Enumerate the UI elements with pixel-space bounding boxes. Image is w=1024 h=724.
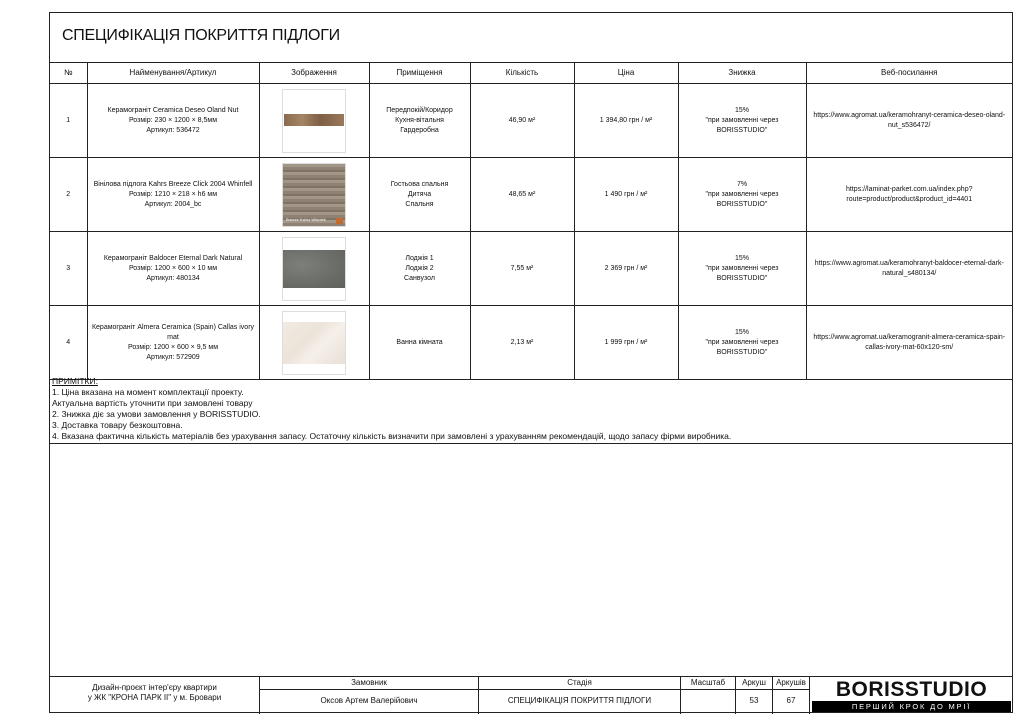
row-number: 2	[50, 158, 87, 232]
drawing-sheet	[49, 12, 1013, 713]
stage-label: Стадія	[567, 678, 592, 687]
price: 1 394,80 грн / м²	[574, 84, 678, 158]
table-row	[50, 84, 1012, 158]
product-sku: Артикул: 480134	[146, 274, 200, 282]
product-image	[282, 311, 346, 375]
room-item: Дитяча	[407, 190, 432, 198]
product-sku: Артикул: 572909	[146, 353, 200, 361]
sheet-label: Аркуш	[742, 678, 766, 687]
cell-divider	[773, 689, 809, 690]
room-item: Кухня-вітальня	[395, 116, 444, 124]
col-header-name: Найменування/Артикул	[87, 63, 259, 84]
discount-note: "при замовленні через	[705, 264, 779, 272]
logo-text: BORISSTUDIO	[835, 678, 988, 701]
room-item: Ванна кімната	[396, 338, 443, 346]
sheets-cell	[772, 677, 809, 714]
page-title: СПЕЦИФІКАЦІЯ ПОКРИТТЯ ПІДЛОГИ	[62, 27, 340, 44]
table-row	[50, 232, 1012, 306]
row-number: 3	[50, 232, 87, 306]
notes-divider	[50, 443, 1012, 444]
product-sku: Артикул: 536472	[146, 126, 200, 134]
room-item: Гостьова спальня	[390, 180, 449, 188]
col-header-room: Приміщення	[369, 63, 470, 84]
kahrs-logo-icon	[336, 218, 343, 224]
row-number: 1	[50, 84, 87, 158]
product-image	[282, 237, 346, 301]
discount-note: "при замовленні через	[705, 190, 779, 198]
table-header-row	[50, 63, 1012, 84]
note-line: 1. Ціна вказана на момент комплектації проекту.	[52, 387, 244, 397]
product-name	[87, 232, 259, 306]
discount-note: BORISSTUDIO"	[716, 126, 768, 134]
discount	[678, 232, 806, 306]
room-list	[369, 306, 470, 380]
discount-percent: 15%	[734, 254, 749, 262]
product-name	[87, 84, 259, 158]
product-image-cell	[259, 158, 369, 232]
web-link[interactable]: https://www.agromat.ua/keramohranyt-ceramica-deseo-oland-nut_s536472/	[806, 84, 1012, 158]
product-sku: Артикул: 2004_bc	[144, 200, 202, 208]
quantity: 48,65 м²	[470, 158, 574, 232]
notes-section	[50, 375, 1012, 443]
product-image-cell	[259, 84, 369, 158]
stage-cell	[478, 677, 680, 714]
room-list	[369, 84, 470, 158]
scale-label: Масштаб	[690, 678, 726, 687]
cell-divider	[479, 689, 680, 690]
note-line: Актуальна вартість уточнити при замовлені товару	[52, 398, 253, 408]
swatch-label: Breeze Kahrs Whinfell	[286, 216, 326, 222]
stage-value: СПЕЦИФІКАЦІЯ ПОКРИТТЯ ПІДЛОГИ	[507, 696, 652, 705]
discount-percent: 15%	[734, 106, 749, 114]
web-link[interactable]: https://www.agromat.ua/keramogranit-almera-ceramica-spain-callas-ivory-mat-60x120-sm/	[806, 306, 1012, 380]
discount	[678, 84, 806, 158]
col-header-price: Ціна	[574, 63, 678, 84]
note-line: 2. Знижка діє за умови замовлення у BORISSTUDIO.	[52, 409, 261, 419]
room-list	[369, 232, 470, 306]
web-link[interactable]: https://www.agromat.ua/keramohranyt-baldocer-eternal-dark-natural_s480134/	[806, 232, 1012, 306]
discount	[678, 306, 806, 380]
spec-table	[50, 62, 1012, 380]
discount-note: "при замовленні через	[705, 338, 779, 346]
sheets-value: 67	[786, 696, 796, 705]
product-size: Розмір: 1200 × 600 × 10 мм	[128, 264, 218, 272]
project-line: Дизайн-проєкт інтер'єру квартири	[92, 683, 217, 692]
client-label: Замовник	[351, 678, 387, 687]
col-header-link: Веб-посилання	[806, 63, 1012, 84]
discount-note: BORISSTUDIO"	[716, 348, 768, 356]
cell-divider	[260, 689, 478, 690]
room-item: Лоджія 2	[405, 264, 434, 272]
quantity: 7,55 м²	[470, 232, 574, 306]
row-number: 4	[50, 306, 87, 380]
product-name	[87, 158, 259, 232]
studio-logo	[809, 677, 1013, 714]
discount-percent: 15%	[734, 328, 749, 336]
col-header-qty: Кількість	[470, 63, 574, 84]
product-size: Розмір: 1210 × 218 × h6 мм	[128, 190, 218, 198]
logo-slogan: ПЕРШИЙ КРОК ДО МРІЇ	[812, 701, 1011, 712]
product-title: Вінілова підлога Kahrs Breeze Click 2004 Whinfell	[93, 180, 253, 188]
col-header-image: Зображення	[259, 63, 369, 84]
price: 1 490 грн / м²	[574, 158, 678, 232]
sheet-cell	[735, 677, 772, 714]
discount-percent: 7%	[736, 180, 748, 188]
web-link[interactable]: https://laminat-parket.com.ua/index.php?route=product/product&product_id=4401	[806, 158, 1012, 232]
note-line: 3. Доставка товару безкоштовна.	[52, 420, 183, 430]
col-header-num: №	[50, 63, 87, 84]
product-image-cell	[259, 306, 369, 380]
cell-divider	[736, 689, 772, 690]
product-image-cell	[259, 232, 369, 306]
product-size: Розмір: 1200 × 600 × 9,5 мм	[127, 343, 219, 351]
room-item: Спальня	[405, 200, 434, 208]
wood-plank-swatch	[284, 114, 344, 126]
product-image	[282, 163, 346, 227]
client-cell	[259, 677, 478, 714]
table-row	[50, 306, 1012, 380]
quantity: 46,90 м²	[470, 84, 574, 158]
stone-swatch	[283, 250, 345, 288]
product-title: Керамограніт Baldocer Eternal Dark Natural	[103, 254, 243, 262]
client-value: Оксов Артем Валерійович	[320, 696, 418, 705]
table-row	[50, 158, 1012, 232]
room-item: Передпокій/Коридор	[386, 106, 453, 114]
product-image	[282, 89, 346, 153]
quantity: 2,13 м²	[470, 306, 574, 380]
scale-cell	[680, 677, 735, 714]
marble-swatch	[283, 322, 345, 364]
product-size: Розмір: 230 × 1200 × 8,5мм	[128, 116, 218, 124]
note-line: 4. Вказана фактична кількість матеріалів без урахування запасу. Остаточну кількість визначити при замовлені з урахуванням рекомендацій, щодо запасу фірми виробника.	[52, 431, 732, 441]
price: 2 369 грн / м²	[574, 232, 678, 306]
notes-heading: ПРИМІТКИ:	[52, 376, 98, 386]
sheet-value: 53	[749, 696, 759, 705]
product-title: Керамограніт Almera Ceramica (Spain) Callas ivory mat	[91, 323, 255, 341]
room-list	[369, 158, 470, 232]
room-item: Лоджія 1	[405, 254, 434, 262]
discount-note: BORISSTUDIO"	[716, 274, 768, 282]
room-item: Гардеробна	[400, 126, 439, 134]
sheets-label: Аркушів	[776, 678, 806, 687]
title-block	[50, 676, 1012, 714]
cell-divider	[681, 689, 735, 690]
price: 1 999 грн / м²	[574, 306, 678, 380]
discount	[678, 158, 806, 232]
project-name	[50, 683, 259, 703]
room-item: Санвузол	[404, 274, 435, 282]
discount-note: BORISSTUDIO"	[716, 200, 768, 208]
discount-note: "при замовленні через	[705, 116, 779, 124]
project-line: у ЖК "КРОНА ПАРК ІІ" у м. Бровари	[87, 693, 222, 702]
product-name	[87, 306, 259, 380]
col-header-discount: Знижка	[678, 63, 806, 84]
product-title: Керамограніт Ceramica Deseo Oland Nut	[107, 106, 239, 114]
